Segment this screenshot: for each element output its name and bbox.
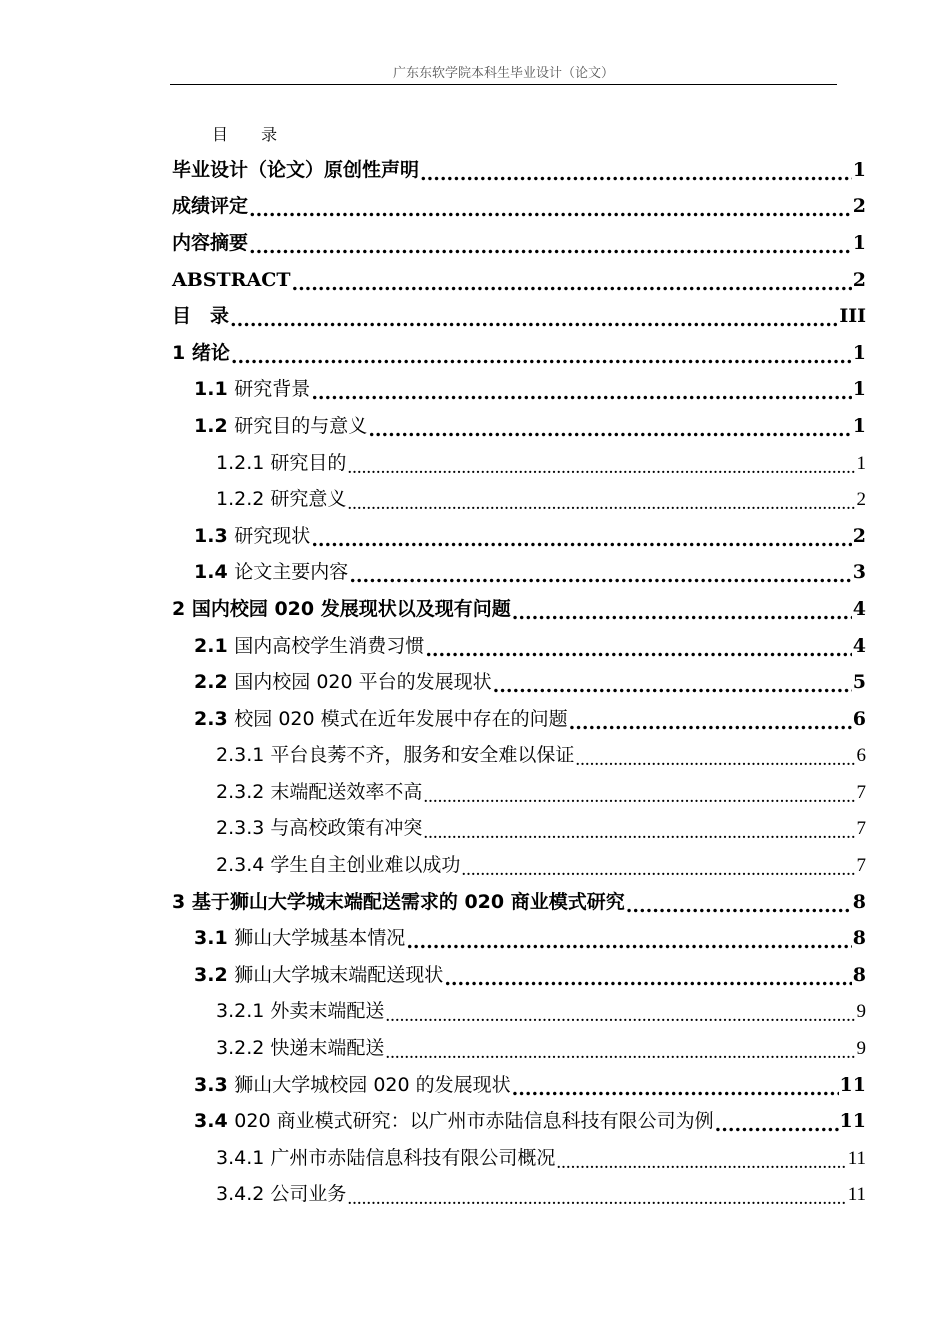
toc-entry[interactable] <box>172 372 866 409</box>
toc-entry-number: 2.3 <box>194 707 228 730</box>
toc-entry-title <box>216 746 574 765</box>
dot-leader <box>461 860 855 879</box>
toc-entry-title: ABSTRACT <box>172 268 291 291</box>
toc-entry-page: 4 <box>852 634 866 657</box>
toc-entry[interactable] <box>172 811 866 848</box>
toc-entry[interactable] <box>172 1103 866 1140</box>
toc-entry-number: 2.3.4 <box>216 854 265 877</box>
dot-leader <box>230 311 838 330</box>
toc-entry-number: 1.1 <box>194 378 228 401</box>
toc-entry-page: 1 <box>852 378 866 401</box>
dot-leader <box>347 494 855 513</box>
toc-entry-title <box>216 1002 384 1021</box>
toc-entry-text: 校园 020 模式在近年发展中存在的问题 <box>234 707 568 730</box>
dot-leader <box>406 933 851 952</box>
toc-entry-page: 1 <box>852 158 866 181</box>
dot-leader <box>385 1043 855 1062</box>
toc-entry-text: 公司业务 <box>270 1183 347 1206</box>
toc-entry-title <box>194 929 405 948</box>
toc-entry-text: 平台良莠不齐，服务和安全难以保证 <box>270 744 575 767</box>
dot-leader <box>349 567 851 586</box>
toc-entry-title <box>194 563 348 582</box>
toc-entry[interactable] <box>172 1140 866 1177</box>
toc-entry-number: 1.2 <box>194 414 228 437</box>
toc-entry[interactable] <box>172 1067 866 1104</box>
toc-entry-title <box>194 634 425 657</box>
toc-entry[interactable] <box>172 957 866 994</box>
toc-entry-title <box>216 856 460 875</box>
toc-entry-text: 研究意义 <box>270 488 347 511</box>
dot-leader <box>512 604 852 623</box>
toc-entry[interactable] <box>172 847 866 884</box>
dot-leader <box>249 201 852 220</box>
dot-leader <box>493 677 852 696</box>
toc-entry[interactable] <box>172 225 866 262</box>
toc-entry-page: 2 <box>856 489 866 511</box>
toc-entry-title <box>194 707 568 730</box>
toc-entry-title: 成绩评定 <box>172 195 249 218</box>
toc-entry-page: 11 <box>847 1147 866 1169</box>
toc-entry-number: 3.4.1 <box>216 1146 265 1169</box>
dot-leader <box>512 1080 839 1099</box>
toc-entry-title <box>194 524 311 547</box>
toc-entry-title <box>216 1146 556 1169</box>
toc-entry-page: 9 <box>856 1001 866 1023</box>
toc-entry-page: 11 <box>839 1073 866 1096</box>
toc-entry[interactable] <box>172 408 866 445</box>
toc-entry-number: 3.1 <box>194 927 228 950</box>
dot-leader <box>249 238 852 257</box>
toc-entry[interactable] <box>172 591 866 628</box>
dot-leader <box>347 1189 846 1208</box>
toc-entry-text: 广州市赤陆信息科技有限公司概况 <box>270 1146 556 1169</box>
dot-leader <box>231 348 852 367</box>
toc-entry-page: 3 <box>852 561 866 584</box>
toc-entry-number: 3.4 <box>194 1110 228 1133</box>
toc-entry[interactable] <box>172 701 866 738</box>
toc-entry-page: 7 <box>856 855 866 877</box>
toc-entry-title <box>216 1039 384 1058</box>
toc-entry-text: 研究现状 <box>234 524 311 547</box>
page-header: 广东东软学院本科生毕业设计（论文） <box>392 66 614 81</box>
dot-leader <box>715 1116 839 1135</box>
toc-entry-title <box>216 780 423 803</box>
dot-leader <box>420 165 852 184</box>
toc-entry-page: 2 <box>852 195 866 218</box>
toc-entry-text: 快递末端配送 <box>270 1037 385 1060</box>
toc-entry[interactable] <box>172 518 866 555</box>
toc-entry-page: 4 <box>852 597 866 620</box>
toc-entry-text: 国内校园 020 平台的发展现状 <box>234 671 492 694</box>
toc-entry-page: 8 <box>852 963 866 986</box>
toc-entry-page: 1 <box>856 452 866 474</box>
toc-entry-page: 11 <box>847 1184 866 1206</box>
toc-entry-text: 国内高校学生消费习惯 <box>234 634 425 657</box>
toc-entry-page: III <box>839 305 866 328</box>
toc-entry-number: 1.4 <box>194 561 228 584</box>
toc-entry-page: 6 <box>852 707 866 730</box>
toc-entry-title: 2 国内校园 020 发展现状以及现有问题 <box>172 597 511 620</box>
toc-entry[interactable] <box>172 152 866 189</box>
toc-entry[interactable] <box>172 628 866 665</box>
toc-entry-page: 6 <box>856 745 866 767</box>
toc-entry-page: 1 <box>852 231 866 254</box>
toc-entry-text: 与高校政策有冲突 <box>270 817 423 840</box>
toc-entry-page: 2 <box>852 524 866 547</box>
toc-entry-number: 3.2.1 <box>216 1000 265 1023</box>
toc-entry-number: 2.3.3 <box>216 817 265 840</box>
toc-entry-page: 1 <box>852 341 866 364</box>
dot-leader <box>368 421 851 440</box>
toc-entry[interactable] <box>172 445 866 482</box>
toc-entry-number: 3.4.2 <box>216 1183 265 1206</box>
toc-entry-page: 7 <box>856 781 866 803</box>
toc-entry-title <box>216 1185 346 1204</box>
dot-leader <box>425 641 851 660</box>
toc-entry[interactable] <box>172 1030 866 1067</box>
toc-entry-number: 3.3 <box>194 1073 228 1096</box>
toc-entry[interactable] <box>172 1177 866 1214</box>
toc-entry-number: 2.3.1 <box>216 744 265 767</box>
toc-entry-title: 毕业设计（论文）原创性声明 <box>172 158 420 181</box>
toc-entry-text: 研究目的 <box>270 451 347 474</box>
toc-entry-title <box>216 451 347 474</box>
dot-leader <box>385 1006 855 1025</box>
toc-entry-title <box>216 490 346 509</box>
toc-entry-page: 8 <box>852 890 866 913</box>
header-rule <box>170 84 837 85</box>
toc-entry-number: 1.2.2 <box>216 488 265 511</box>
toc-entry-text: 学生自主创业难以成功 <box>270 854 461 877</box>
toc-entry-text: 狮山大学城校园 020 的发展现状 <box>234 1073 511 1096</box>
toc-entry-number: 3.2 <box>194 963 228 986</box>
dot-leader <box>423 823 855 842</box>
dot-leader <box>556 1153 846 1172</box>
toc-entry-title: 1 绪论 <box>172 341 230 364</box>
toc-entry-title <box>194 673 492 692</box>
toc-entry-text: 研究目的与意义 <box>234 414 368 437</box>
dot-leader <box>569 714 852 733</box>
toc-entry-title: 内容摘要 <box>172 231 249 254</box>
toc-entry-text: 020 商业模式研究：以广州市赤陆信息科技有限公司为例 <box>234 1110 714 1133</box>
toc-entry-text: 研究背景 <box>234 378 311 401</box>
toc-entry[interactable] <box>172 335 866 372</box>
dot-leader <box>347 458 855 477</box>
dot-leader <box>311 531 851 550</box>
toc-entry-text: 末端配送效率不高 <box>270 780 423 803</box>
dot-leader <box>575 750 855 769</box>
dot-leader <box>423 787 855 806</box>
toc-entry-page: 11 <box>839 1110 866 1133</box>
dot-leader <box>626 897 852 916</box>
toc-entry[interactable] <box>172 738 866 775</box>
toc-entry-title <box>194 1112 714 1131</box>
toc-entry-page: 8 <box>852 927 866 950</box>
toc-entry[interactable] <box>172 262 866 299</box>
toc-entry-text: 论文主要内容 <box>234 561 349 584</box>
toc-entry-page: 5 <box>852 671 866 694</box>
toc-entry-number: 2.3.2 <box>216 780 265 803</box>
toc-entry[interactable] <box>172 884 866 921</box>
toc-entry-title: 3 基于狮山大学城末端配送需求的 020 商业模式研究 <box>172 890 625 913</box>
toc-entry[interactable] <box>172 994 866 1031</box>
toc-entry[interactable] <box>172 298 866 335</box>
toc-entry-text: 狮山大学城末端配送现状 <box>234 963 444 986</box>
dot-leader <box>311 384 851 403</box>
toc-entry-number: 3.2.2 <box>216 1037 265 1060</box>
toc-entry-page: 7 <box>856 818 866 840</box>
toc-entry[interactable] <box>172 920 866 957</box>
toc-entry[interactable] <box>172 189 866 226</box>
toc-entry-title <box>194 380 310 399</box>
toc-entry-number: 1.2.1 <box>216 451 265 474</box>
toc-entry-page: 2 <box>852 268 866 291</box>
toc-entry-text: 狮山大学城基本情况 <box>234 927 406 950</box>
toc-entry[interactable] <box>172 664 866 701</box>
toc-entry-title <box>194 1073 511 1096</box>
toc-entry-number: 1.3 <box>194 524 228 547</box>
toc-entry[interactable] <box>172 481 866 518</box>
toc-entry[interactable] <box>172 555 866 592</box>
toc-entry-number: 2.1 <box>194 634 228 657</box>
toc-entry-title <box>216 819 422 838</box>
toc-entry-number: 2.2 <box>194 671 228 694</box>
toc-heading: 目 录 <box>212 125 292 144</box>
dot-leader <box>291 275 851 294</box>
toc-entry-page: 9 <box>856 1038 866 1060</box>
toc-entry-title <box>194 414 368 437</box>
toc-entry[interactable] <box>172 774 866 811</box>
toc-entry-page: 1 <box>852 414 866 437</box>
table-of-contents <box>172 152 866 1213</box>
toc-entry-title: 目 录 <box>172 305 230 328</box>
dot-leader <box>444 970 851 989</box>
toc-entry-title <box>194 963 444 986</box>
toc-entry-text: 外卖末端配送 <box>270 1000 385 1023</box>
